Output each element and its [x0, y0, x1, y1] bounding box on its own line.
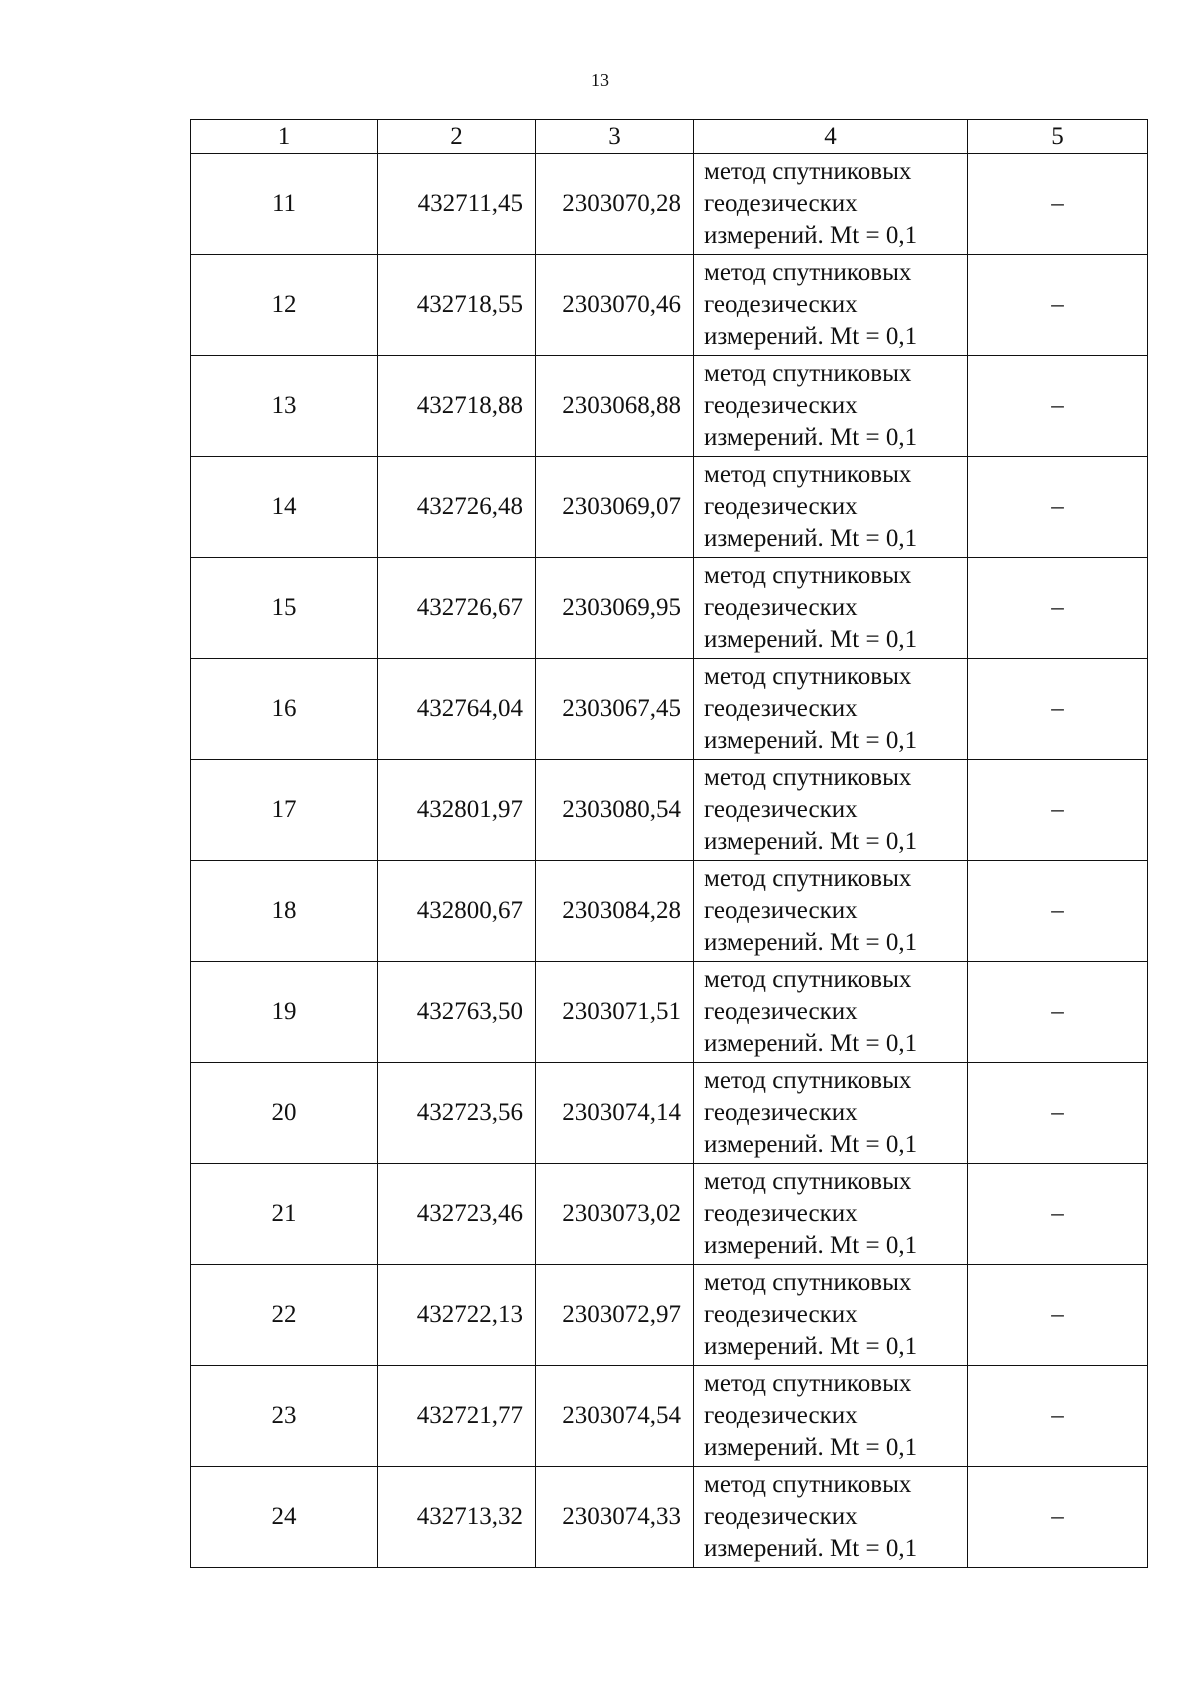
- point-number: 20: [191, 1063, 378, 1164]
- coordinate-y: 2303084,28: [536, 861, 694, 962]
- method-line: метод спутниковых: [704, 158, 912, 185]
- method-line: метод спутниковых: [704, 764, 912, 791]
- point-number: 15: [191, 558, 378, 659]
- method-line: метод спутниковых: [704, 865, 912, 892]
- method-cell: [694, 1366, 968, 1467]
- method-cell: [694, 659, 968, 760]
- note-cell: –: [968, 1366, 1148, 1467]
- note-cell: –: [968, 1467, 1148, 1568]
- table-row: [191, 1265, 1148, 1366]
- method-line: метод спутниковых: [704, 663, 912, 690]
- coordinate-x: 432723,56: [378, 1063, 536, 1164]
- note-cell: –: [968, 1265, 1148, 1366]
- coordinate-y: 2303070,28: [536, 154, 694, 255]
- table-row: [191, 962, 1148, 1063]
- coordinate-y: 2303074,14: [536, 1063, 694, 1164]
- table-row: [191, 1366, 1148, 1467]
- point-number: 23: [191, 1366, 378, 1467]
- note-cell: –: [968, 154, 1148, 255]
- coordinate-y: 2303069,95: [536, 558, 694, 659]
- table-row: [191, 1164, 1148, 1265]
- method-line: метод спутниковых: [704, 562, 912, 589]
- method-line: метод спутниковых: [704, 1269, 912, 1296]
- method-line: геодезических: [704, 998, 858, 1025]
- coordinate-x: 432722,13: [378, 1265, 536, 1366]
- method-line: измерений. Mt = 0,1: [704, 1535, 918, 1562]
- coordinate-x: 432723,46: [378, 1164, 536, 1265]
- method-line: геодезических: [704, 796, 858, 823]
- method-line: геодезических: [704, 291, 858, 318]
- method-line: метод спутниковых: [704, 259, 912, 286]
- method-cell: [694, 558, 968, 659]
- note-cell: –: [968, 457, 1148, 558]
- method-cell: [694, 861, 968, 962]
- table-row: [191, 558, 1148, 659]
- column-header: 5: [968, 120, 1148, 154]
- note-cell: –: [968, 659, 1148, 760]
- coordinate-x: 432763,50: [378, 962, 536, 1063]
- method-cell: [694, 457, 968, 558]
- method-line: геодезических: [704, 190, 858, 217]
- point-number: 19: [191, 962, 378, 1063]
- method-line: метод спутниковых: [704, 1471, 912, 1498]
- coordinate-y: 2303071,51: [536, 962, 694, 1063]
- coordinates-table: [190, 119, 1148, 1568]
- note-cell: –: [968, 558, 1148, 659]
- point-number: 22: [191, 1265, 378, 1366]
- method-cell: [694, 1164, 968, 1265]
- coordinate-x: 432713,32: [378, 1467, 536, 1568]
- method-line: метод спутниковых: [704, 1067, 912, 1094]
- method-line: геодезических: [704, 1503, 858, 1530]
- page-number: 13: [591, 70, 609, 90]
- point-number: 16: [191, 659, 378, 760]
- column-header: 4: [694, 120, 968, 154]
- table-row: [191, 861, 1148, 962]
- note-cell: –: [968, 760, 1148, 861]
- method-line: метод спутниковых: [704, 1370, 912, 1397]
- column-header: 1: [191, 120, 378, 154]
- method-cell: [694, 1265, 968, 1366]
- method-line: геодезических: [704, 1099, 858, 1126]
- table-row: [191, 659, 1148, 760]
- method-line: измерений. Mt = 0,1: [704, 727, 918, 754]
- coordinate-x: 432764,04: [378, 659, 536, 760]
- table-row: [191, 1063, 1148, 1164]
- coordinate-x: 432726,48: [378, 457, 536, 558]
- method-cell: [694, 1467, 968, 1568]
- method-cell: [694, 760, 968, 861]
- coordinate-y: 2303080,54: [536, 760, 694, 861]
- method-cell: [694, 255, 968, 356]
- method-line: геодезических: [704, 594, 858, 621]
- note-cell: –: [968, 255, 1148, 356]
- method-line: геодезических: [704, 1200, 858, 1227]
- table-row: [191, 1467, 1148, 1568]
- method-line: измерений. Mt = 0,1: [704, 626, 918, 653]
- point-number: 14: [191, 457, 378, 558]
- coordinate-x: 432711,45: [378, 154, 536, 255]
- point-number: 13: [191, 356, 378, 457]
- method-line: измерений. Mt = 0,1: [704, 1434, 918, 1461]
- note-cell: –: [968, 356, 1148, 457]
- method-line: геодезических: [704, 493, 858, 520]
- method-line: метод спутниковых: [704, 360, 912, 387]
- point-number: 24: [191, 1467, 378, 1568]
- method-cell: [694, 962, 968, 1063]
- coordinate-y: 2303072,97: [536, 1265, 694, 1366]
- method-line: измерений. Mt = 0,1: [704, 1232, 918, 1259]
- coordinate-x: 432718,88: [378, 356, 536, 457]
- table-row: [191, 760, 1148, 861]
- table-row: [191, 255, 1148, 356]
- note-cell: –: [968, 1063, 1148, 1164]
- method-line: измерений. Mt = 0,1: [704, 1333, 918, 1360]
- method-line: геодезических: [704, 897, 858, 924]
- table-row: [191, 356, 1148, 457]
- point-number: 18: [191, 861, 378, 962]
- coordinate-x: 432800,67: [378, 861, 536, 962]
- method-cell: [694, 154, 968, 255]
- coordinate-y: 2303067,45: [536, 659, 694, 760]
- method-line: геодезических: [704, 1402, 858, 1429]
- coordinate-x: 432718,55: [378, 255, 536, 356]
- table-row: [191, 154, 1148, 255]
- method-line: измерений. Mt = 0,1: [704, 424, 918, 451]
- method-line: измерений. Mt = 0,1: [704, 1131, 918, 1158]
- method-line: геодезических: [704, 1301, 858, 1328]
- method-line: метод спутниковых: [704, 1168, 912, 1195]
- method-line: измерений. Mt = 0,1: [704, 1030, 918, 1057]
- coordinate-y: 2303074,54: [536, 1366, 694, 1467]
- method-line: измерений. Mt = 0,1: [704, 525, 918, 552]
- method-line: измерений. Mt = 0,1: [704, 929, 918, 956]
- note-cell: –: [968, 962, 1148, 1063]
- method-line: геодезических: [704, 392, 858, 419]
- coordinate-x: 432801,97: [378, 760, 536, 861]
- point-number: 21: [191, 1164, 378, 1265]
- method-cell: [694, 356, 968, 457]
- coordinate-x: 432721,77: [378, 1366, 536, 1467]
- note-cell: –: [968, 861, 1148, 962]
- method-line: измерений. Mt = 0,1: [704, 222, 918, 249]
- method-line: геодезических: [704, 695, 858, 722]
- method-line: метод спутниковых: [704, 461, 912, 488]
- method-line: измерений. Mt = 0,1: [704, 828, 918, 855]
- point-number: 11: [191, 154, 378, 255]
- method-line: измерений. Mt = 0,1: [704, 323, 918, 350]
- method-line: метод спутниковых: [704, 966, 912, 993]
- point-number: 17: [191, 760, 378, 861]
- point-number: 12: [191, 255, 378, 356]
- coordinate-y: 2303070,46: [536, 255, 694, 356]
- note-cell: –: [968, 1164, 1148, 1265]
- table-body: [191, 154, 1148, 1568]
- column-header: 2: [378, 120, 536, 154]
- coordinate-x: 432726,67: [378, 558, 536, 659]
- coordinate-y: 2303073,02: [536, 1164, 694, 1265]
- method-cell: [694, 1063, 968, 1164]
- table-header-row: [191, 120, 1148, 154]
- coordinate-y: 2303068,88: [536, 356, 694, 457]
- table-row: [191, 457, 1148, 558]
- coordinate-y: 2303069,07: [536, 457, 694, 558]
- coordinate-y: 2303074,33: [536, 1467, 694, 1568]
- column-header: 3: [536, 120, 694, 154]
